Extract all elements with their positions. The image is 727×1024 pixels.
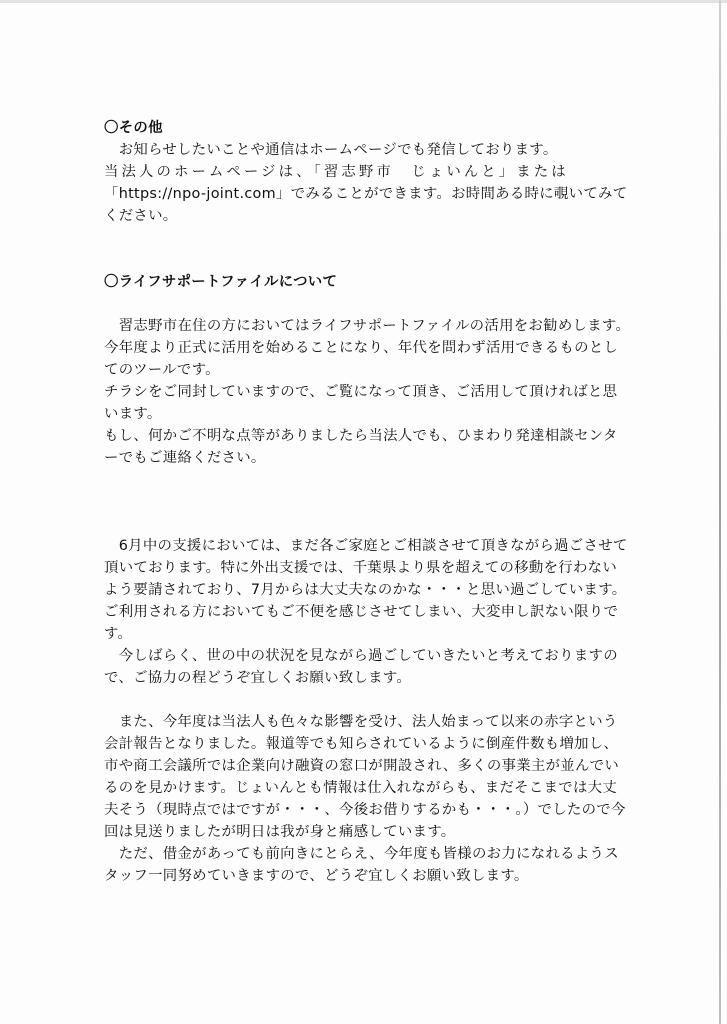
text-line: 回は見送りましたが明日は我が身と痛感しています。 — [104, 824, 456, 840]
scan-top-edge — [0, 0, 727, 3]
text-line: るのを見かけます。じょいんとも情報は仕入れながらも、まだそこまでは大丈 — [104, 780, 618, 796]
text-line: 習志野市在住の方においてはライフサポートファイルの活用をお勧めします。 — [104, 318, 631, 334]
text-line: てのツールです。 — [104, 362, 220, 378]
text-line: ご利用される方においてもご不便を感じさせてしまい、大変申し訳ない限りで — [104, 604, 619, 620]
section-heading-life-support-file: 〇ライフサポートファイルについて — [104, 274, 338, 290]
text-line: タッフ一同努めていきますので、どうぞ宜しくお願い致します。 — [104, 868, 529, 884]
text-line: す。 — [104, 626, 133, 642]
text-line: 今年度より正式に活用を始めることになり、年代を問わず活用できるものとし — [104, 340, 619, 356]
text-line: 市や商工会議所では企業向け融資の窓口が開設され、多くの事業主が並んでい — [104, 758, 620, 774]
text-line-homepage-url: 「https://npo-joint.com」でみることができます。お時間ある時に覗いてみて — [104, 186, 628, 202]
text-line: ただ、借金があっても前向きにとらえ、今年度も皆様のお力になれるようス — [104, 846, 619, 862]
text-line: 6月中の支援においては、まだ各ご家庭とご相談させて頂きながら過ごさせて — [104, 538, 628, 554]
text-line: 当法人のホームページは、「習志野市 じょいんと」または — [104, 164, 569, 180]
text-line: 会計報告となりました。報道等でも知らされているように倒産件数も増加し、 — [104, 736, 619, 752]
text-line: います。 — [104, 406, 162, 422]
text-line: ください。 — [104, 208, 178, 224]
text-line: もし、何かご不明な点等がありましたら当法人でも、ひまわり発達相談センタ — [104, 428, 618, 444]
text-line: 頂いております。特に外出支援では、千葉県より県を超えての移動を行わない — [104, 560, 618, 576]
text-line: ーでもご連絡ください。 — [104, 450, 266, 466]
text-line: よう要請されており、7月からは大丈夫なのかな・・・と思い過ごしています。 — [104, 582, 627, 598]
section-heading-other: 〇その他 — [104, 120, 163, 136]
text-line: 今しばらく、世の中の状況を見ながら過ごしていきたいと考えておりますの — [104, 648, 618, 664]
text-line: また、今年度は当法人も色々な影響を受け、法人始まって以来の赤字という — [104, 714, 618, 730]
text-line: で、ご協力の程どうぞ宜しくお願い致します。 — [104, 670, 412, 686]
text-line: チラシをご同封していますので、ご覧になって頂き、ご活用して頂ければと思 — [104, 384, 618, 400]
scan-right-edge — [719, 0, 721, 1024]
text-line: 夫そう（現時点ではですが・・・、今後お借りするかも・・・。）でしたので今 — [104, 802, 626, 818]
text-line: お知らせしたいことや通信はホームページでも発信しております。 — [104, 142, 558, 158]
